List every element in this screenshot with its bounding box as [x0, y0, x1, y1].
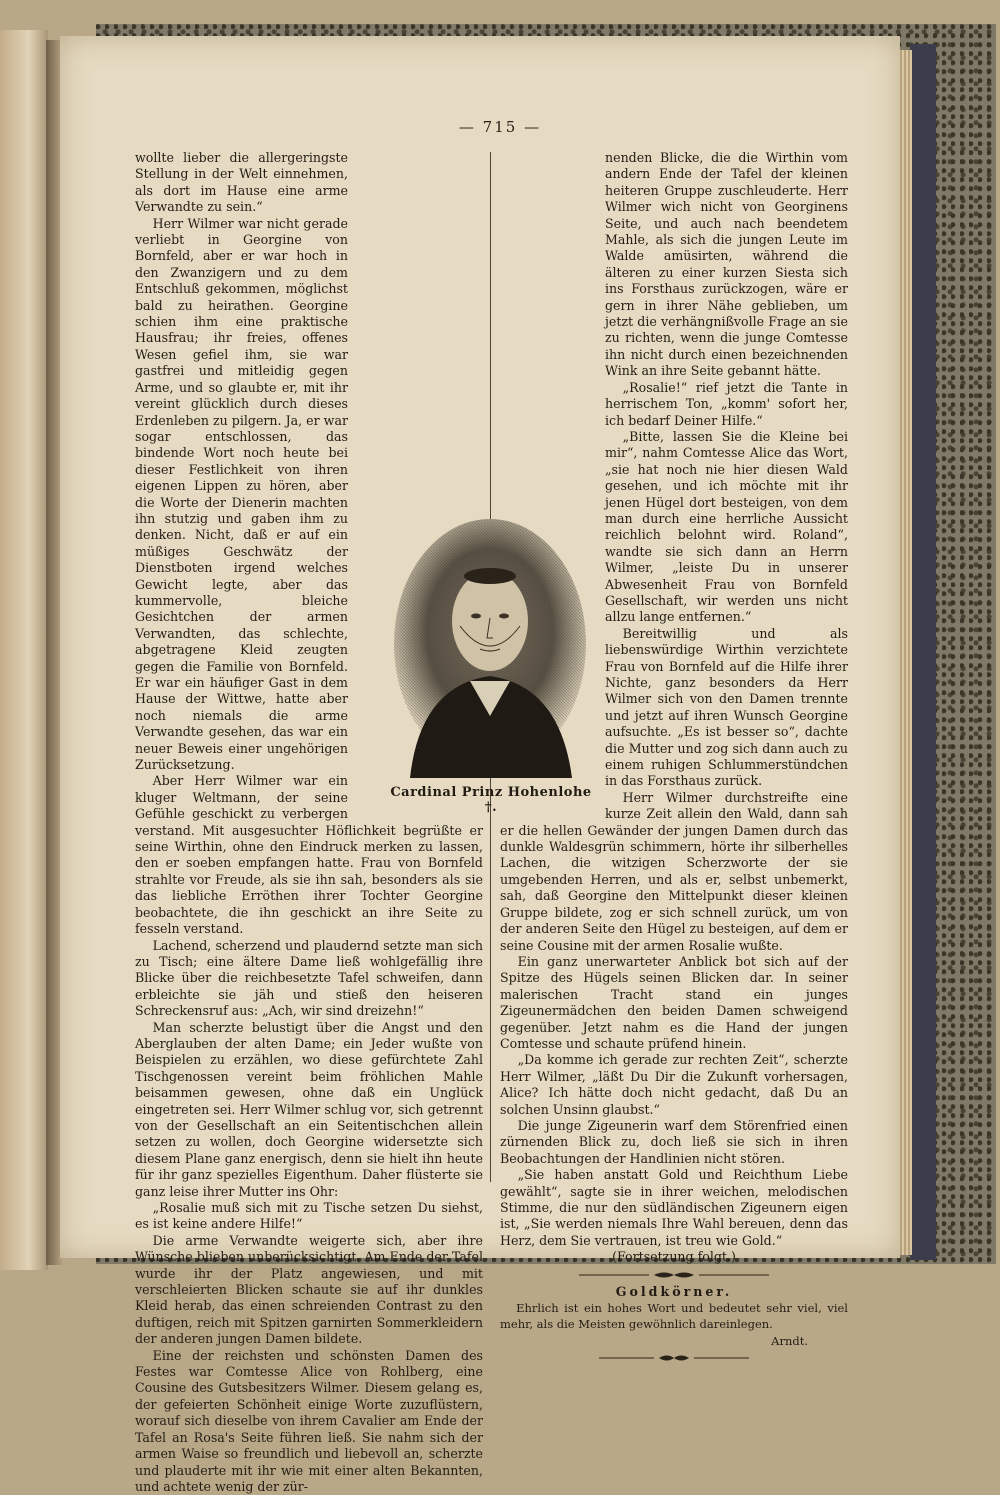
paragraph: Aber Herr Wilmer war ein kluger Weltmann, der seine Gefühle geschickt zu verbergen verstand. Mit ausgesuchter Höflichkeit begrüßte er seine Wirthin, ohne den Eindruck merken zu lassen, den er soeben empfangen hatte. Frau von Bornfeld strahlte vor Freude, als sie ihn sah, besonders als sie das liebliche Erröthen ihrer Tochter Georgine beobachtete, die ihn geschickt an ihre Seite zu fesseln verstand. — [135, 773, 483, 937]
goldkoerner-title: Goldkörner. — [615, 1283, 733, 1299]
left-column — [135, 150, 483, 1495]
page-number: — 715 — — [458, 118, 542, 136]
paragraph: nenden Blicke, die die Wirthin vom andern Ende der Tafel der kleinen heiteren Gruppe zuschleuderte. Herr Wilmer wich nicht von Georginens Seite, und auch nach beendetem Mahle, als sich die jungen Leute im Walde amüsirten, während die älteren zu einer kurzen Siesta sich ins Forsthaus zurückzogen, wäre er gern in ihrer Nähe geblieben, um jetzt die verhängnißvolle Frage an sie zu richten, wenn die junge Comtesse ihn nicht durch einen bezeichnenden Wink an ihre Seite gebannt hätte. — [605, 150, 848, 379]
paragraph: Herr Wilmer war nicht gerade verliebt in Georgine von Bornfeld, aber er war hoch in den Zwanzigern und zu dem Entschluß gekommen, möglichst bald zu heirathen. Georgine schien ihm eine praktische Hausfrau; ihr freies, offenes Wesen gefiel ihm, sie war gastfrei und mitleidig gegen Arme, und so glaubte er, mit ihr vereint glücklich durch dieses Erdenleben zu pilgern. Ja, er war sogar entschlossen, das bindende Wort noch heute bei dieser Festlichkeit von ihren eigenen Lippen zu hören, aber die Worte der Dienerin machten ihn stutzig und gaben ihm zu denken. Nicht, daß er auf ein müßiges Geschwätz der Dienstboten irgend welches Gewicht legte, aber das kummervolle, bleiche Gesichtchen der armen Verwandten, das schlechte, abgetragene Kleid zeugten gegen die Familie von Bornfeld. Er war ein häufiger Gast in dem Hause der Wittwe, hatte aber noch niemals die arme Verwandte gesehen, das war ein neuer Beweis einer ungehörigen Zurücksetzung. — [135, 215, 348, 773]
cardinal-portrait-engraving — [390, 516, 590, 778]
goldkoerner-quote: Ehrlich ist ein hohes Wort und bedeutet sehr viel, viel mehr, als die Meisten gewöhnlich dareinlegen. — [500, 1301, 848, 1332]
book-board-edge — [910, 44, 936, 1260]
ornament-divider — [579, 1270, 769, 1280]
paragraph: „Bitte, lassen Sie die Kleine bei mir“, nahm Comtesse Alice das Wort, „sie hat noch nie hier diesen Wald gesehen, und ich möchte mit ihr jenen Hügel dort besteigen, von dem man durch eine herrliche Aussicht reichlich belohnt wird. Roland“, wandte sie sich dann an Herrn Wilmer, „leiste Du in unserer Abwesenheit Frau von Bornfeld Gesellschaft, wir werden uns nicht allzu lange entfernen.“ — [605, 428, 848, 625]
paragraph: „Rosalie!“ rief jetzt die Tante in herrischem Ton, „komm' sofort her, ich bedarf Deiner Hilfe.“ — [605, 379, 848, 428]
paragraph: Eine der reichsten und schönsten Damen des Festes war Comtesse Alice von Rohlberg, eine Cousine des Gutsbesitzers Wilmer. Diesem gelang es, der gefeierten Schönheit einige Worte zuzuflüstern, worauf sich dieselbe von ihrem Cavalier am Ende der Tafel an Rosa's Seite führen ließ. Sie nahm sich der armen Waise so freundlich und liebevoll an, scherzte und plauderte mit ihr wie mit einer alten Bekannten, und achtete wenig der zür- — [135, 1347, 483, 1494]
goldkoerner-author: Arndt. — [771, 1333, 808, 1348]
paragraph: Ein ganz unerwarteter Anblick bot sich auf der Spitze des Hügels seinen Blicken dar. In seiner malerischen Tracht stand ein junges Zigeunermädchen den beiden Damen schweigend gegenüber. Jetzt nahm es die Hand der jungen Comtesse und schaute prüfend hinein. — [500, 953, 848, 1051]
paragraph: Die junge Zigeunerin warf dem Störenfried einen zürnenden Blick zu, doch ließ sie sich in ihren Beobachtungen der Handlinien nicht stören. — [500, 1117, 848, 1166]
paragraph: Man scherzte belustigt über die Angst und den Aberglauben der alten Dame; ein Jeder wußte von Beispielen zu erzählen, wo diese gefürchtete Zahl Tischgenossen vereint beim fröhlichen Mahle beisammen gewesen, ohne daß ein Unglück eingetreten sei. Herr Wilmer schlug vor, sich getrennt von der Gesellschaft an ein Seitentischchen allein setzen zu wollen, doch Georgine widersetzte sich diesem Plane ganz energisch, denn sie hielt ihn heute für ihr ganz spezielles Eigenthum. Daher flüsterte sie ganz leise ihrer Mutter ins Ohr: — [135, 1019, 483, 1199]
paragraph: Bereitwillig und als liebenswürdige Wirthin verzichtete Frau von Bornfeld auf die Hilfe ihrer Nichte, ganz besonders da Herr Wilmer sich von den Damen trennte und jetzt auf ihren Wunsch Georgine aufsuchte. „Es ist besser so“, dachte die Mutter und zog sich dann auch zu einem ruhigen Schlummerstündchen in das Forsthaus zurück. — [605, 625, 848, 789]
paragraph: Die arme Verwandte weigerte sich, aber ihre Wünsche blieben unberücksichtigt. Am Ende der Tafel wurde ihr der Platz angewiesen, und mit verschleierten Blicken schaute sie auf ihr dunkles Kleid herab, das einen schreienden Contrast zu den duftigen, reich mit Spitzen garnirten Sommerkleidern der anderen jungen Damen bildete. — [135, 1232, 483, 1347]
portrait-caption: Cardinal Prinz Hohenlohe †. — [390, 785, 592, 815]
paragraph: „Sie haben anstatt Gold und Reichthum Liebe gewählt“, sagte sie in ihrer weichen, melodischen Stimme, die nur den südländischen Zigeunern eigen ist, „Sie werden niemals Ihre Wahl bereuen, denn das Herz, dem Sie vertrauen, ist treu wie Gold.“ — [500, 1167, 848, 1248]
paragraph: „Rosalie muß sich mit zu Tische setzen Du siehst, es ist keine andere Hilfe!“ — [135, 1200, 483, 1232]
paragraph: Lachend, scherzend und plaudernd setzte man sich zu Tisch; eine ältere Dame ließ wohlgefällig ihre Blicke über die reichbesetzte Tafel schweifen, dann erbleichte sie jäh und stieß den heiseren Schreckensruf aus: „Ach, wir sind dreizehn!“ — [135, 937, 483, 1019]
paragraph: wollte lieber die allergeringste Stellung in der Welt einnehmen, als dort im Hause eine arme Verwandte zu sein.“ — [135, 150, 348, 215]
paragraph: Herr Wilmer durchstreifte eine kurze Zeit allein den Wald, dann sah er die hellen Gewänder der jungen Damen durch das dunkle Waldesgrün schimmern, hörte ihr silberhelles Lachen, die witzigen Scherzworte der sie umgebenden Herren, und als er, selbst unbemerkt, sah, daß Georgine den Mittelpunkt dieser kleinen Gruppe bildete, zog er sich schnell zurück, um von der anderen Seite den Hügel zu besteigen, auf dem er seine Cousine mit der armen Rosalie wußte. — [500, 789, 848, 953]
left-page-edge — [0, 30, 48, 1270]
paragraph: „Da komme ich gerade zur rechten Zeit“, scherzte Herr Wilmer, „läßt Du Dir die Zukunft vorhersagen, Alice? Ich hätte doch nicht gedacht, daß Du an solchen Unsinn glaubst.“ — [500, 1052, 848, 1117]
continued-note: (Fortsetzung folgt.) — [612, 1249, 736, 1265]
ornament-divider — [599, 1353, 749, 1363]
